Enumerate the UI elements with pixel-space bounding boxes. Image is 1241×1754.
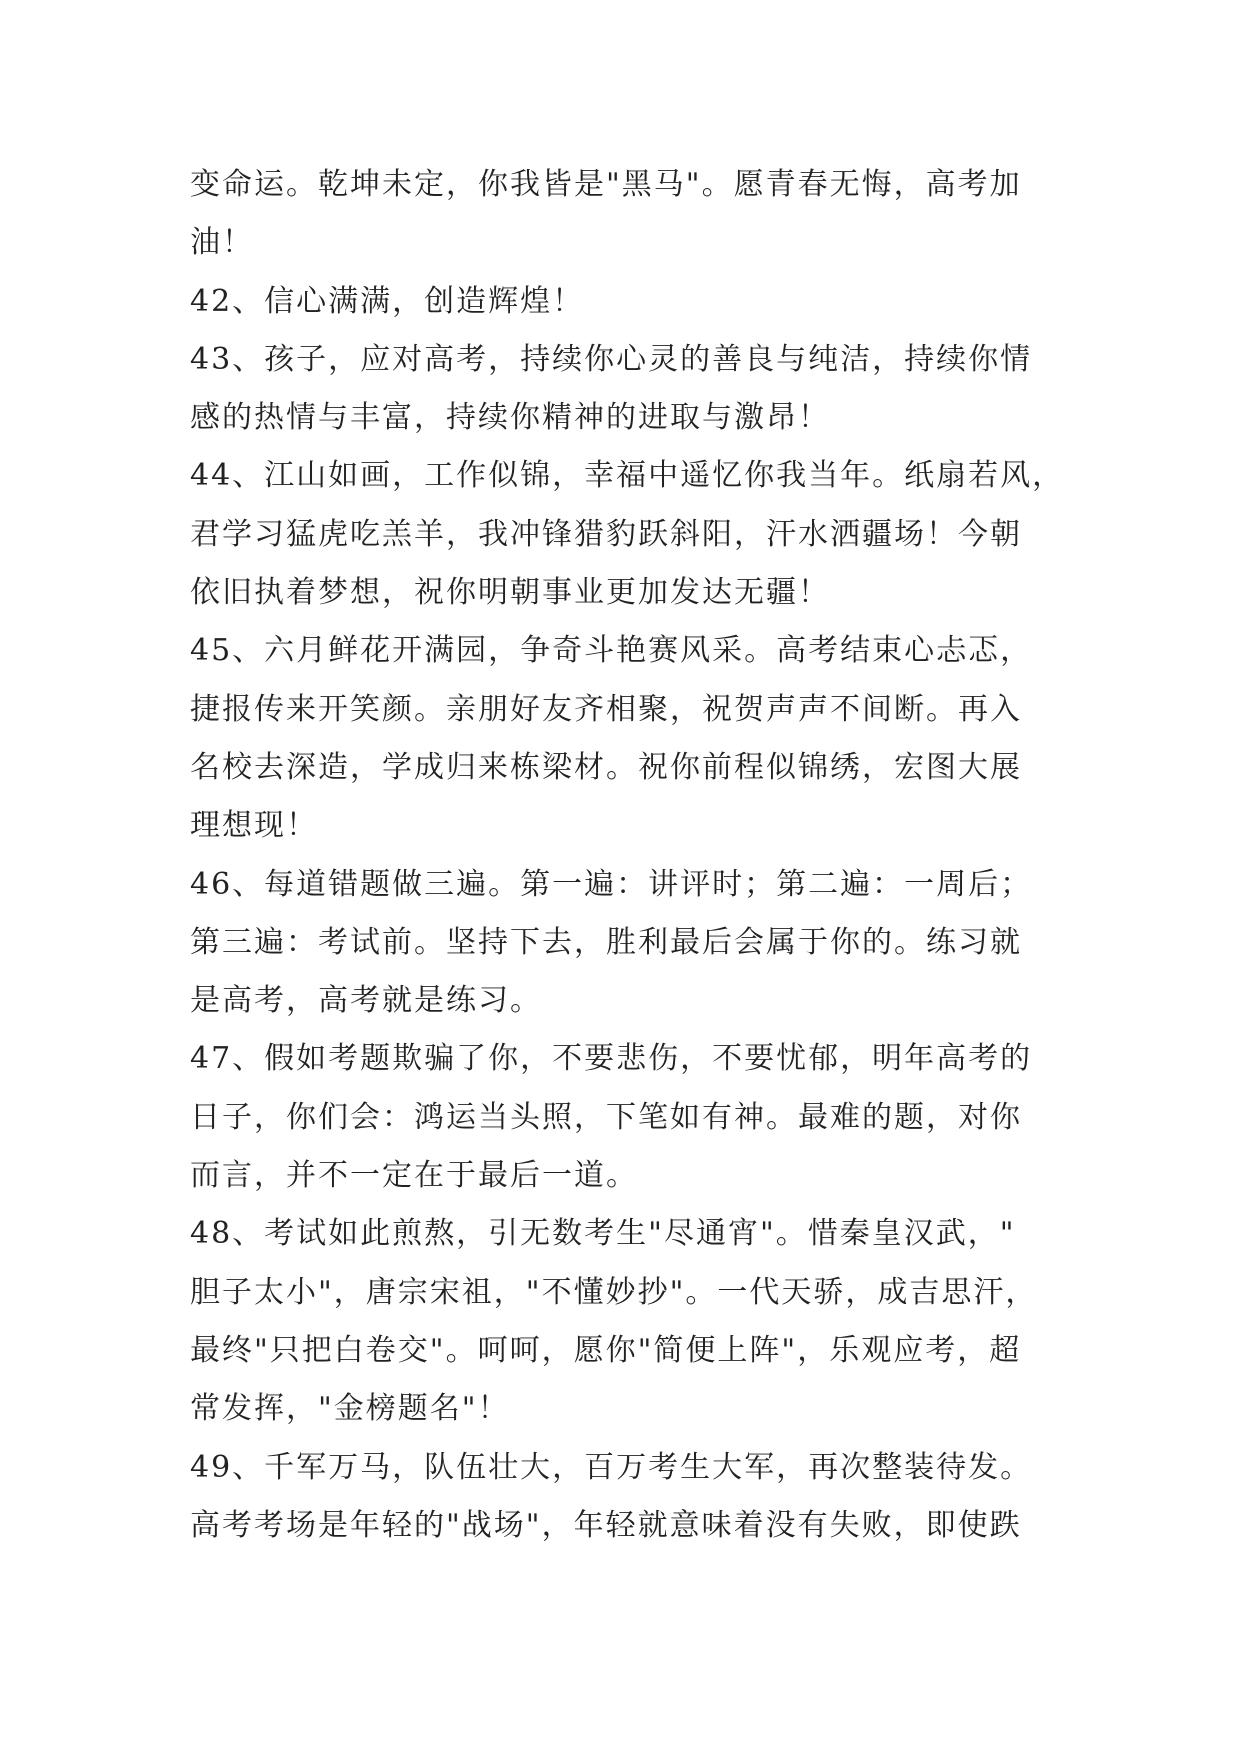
text-line: 最终"只把白卷交"。呵呵，愿你"简便上阵"，乐观应考，超 [190, 1332, 1022, 1368]
text-line: 44、江山如画，工作似锦，幸福中遥忆你我当年。纸扇若风， [190, 458, 1065, 494]
text-line: 理想现！ [190, 808, 318, 844]
text-line: 高考考场是年轻的"战场"，年轻就意味着没有失败，即使跌 [190, 1507, 1022, 1543]
text-line: 第三遍：考试前。坚持下去，胜利最后会属于你的。练习就 [190, 924, 1022, 960]
text-line: 变命运。乾坤未定，你我皆是"黑马"。愿青春无悔，高考加 [190, 167, 1022, 202]
text-line: 胆子太小"，唐宗宋祖，"不懂妙抄"。一代天骄，成吉思汗， [190, 1274, 1038, 1310]
text-line: 日子，你们会：鸿运当头照，下笔如有神。最难的题，对你 [190, 1099, 1022, 1135]
text-line: 是高考，高考就是练习。 [190, 983, 542, 1019]
text-line: 而言，并不一定在于最后一道。 [190, 1158, 638, 1194]
text-line: 42、信心满满，创造辉煌！ [190, 283, 585, 319]
text-line: 捷报传来开笑颜。亲朋好友齐相聚，祝贺声声不间断。再入 [190, 691, 1022, 727]
text-line: 君学习猛虎吃羔羊，我冲锋猎豹跃斜阳，汗水洒疆场！今朝 [190, 516, 1022, 552]
text-line: 依旧执着梦想，祝你明朝事业更加发达无疆！ [190, 575, 830, 611]
text-line: 48、考试如此煎熬，引无数考生"尽通宵"。惜秦皇汉武，" [190, 1216, 1016, 1252]
text-line: 45、六月鲜花开满园，争奇斗艳赛风采。高考结束心忐忑， [190, 633, 1033, 669]
text-line: 名校去深造，学成归来栋梁材。祝你前程似锦绣，宏图大展 [190, 749, 1022, 785]
text-line: 常发挥，"金榜题名"！ [190, 1391, 510, 1427]
text-line: 感的热情与丰富，持续你精神的进取与激昂！ [190, 400, 830, 436]
document-body [190, 156, 1070, 1555]
text-line: 43、孩子，应对高考，持续你心灵的善良与纯洁，持续你情 [190, 341, 1033, 377]
text-line: 47、假如考题欺骗了你，不要悲伤，不要忧郁，明年高考的 [190, 1041, 1033, 1077]
text-line: 油！ [190, 225, 254, 261]
text-line: 46、每道错题做三遍。第一遍：讲评时；第二遍：一周后； [190, 866, 1033, 902]
text-line: 49、千军万马，队伍壮大，百万考生大军，再次整装待发。 [190, 1449, 1033, 1485]
